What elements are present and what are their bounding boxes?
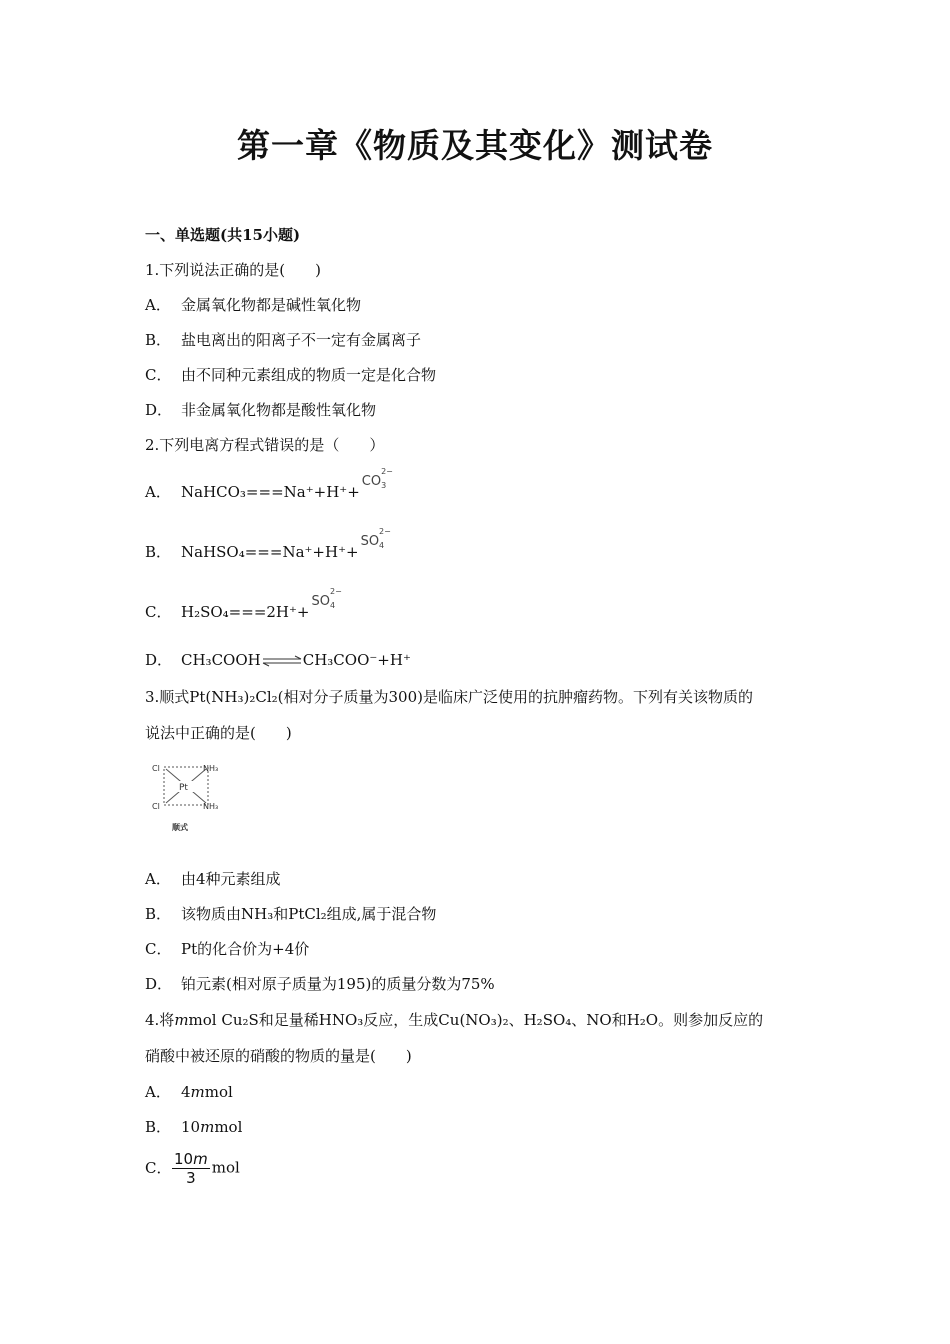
q3-option-d: [145, 973, 495, 994]
option-label: C．: [145, 940, 172, 958]
question-4-stem-line2: 硝酸中被还原的硝酸的物质的量是( ): [145, 1047, 412, 1065]
option-unit: mol: [204, 1083, 233, 1101]
q1-option-d: [145, 399, 376, 420]
option-number: 10: [181, 1118, 201, 1136]
q1-option-b: [145, 329, 421, 350]
option-label: C．: [145, 603, 172, 621]
question-2-stem: 2.下列电离方程式错误的是（ ）: [145, 436, 385, 454]
stem-rest: mol Cu₂S和足量稀HNO₃反应，生成Cu(NO₃)₂、H₂SO₄、NO和H₂O。则参加反应的: [188, 1011, 764, 1029]
fraction: $\frac{10m}{3}$: [174, 1150, 208, 1187]
q4-option-a: [145, 1081, 233, 1102]
svg-text:Cl: Cl: [152, 802, 160, 811]
q2-option-c: [145, 587, 342, 622]
option-text: 由4种元素组成: [181, 870, 281, 888]
option-label: A．: [145, 1083, 171, 1101]
question-3-stem-line2: 说法中正确的是( ): [145, 724, 292, 742]
equation-text: H₂SO₄===2H⁺+: [181, 603, 310, 621]
option-text: 盐电离出的阳离子不一定有金属离子: [181, 331, 422, 349]
svg-text:顺式: 顺式: [172, 823, 188, 832]
equation-left: CH₃COOH: [181, 651, 261, 669]
option-unit: mol: [211, 1158, 240, 1177]
carbonate-ion: CO 2− 3: [361, 467, 393, 490]
option-text: 非金属氧化物都是酸性氧化物: [181, 401, 377, 419]
option-label: B．: [145, 543, 172, 561]
svg-text:Cl: Cl: [152, 764, 160, 773]
option-text: Pt的化合价为+4价: [181, 940, 310, 958]
option-label: A．: [145, 870, 171, 888]
sulfate-ion: SO 2− 4: [360, 527, 391, 550]
question-4-stem-line1: [145, 1009, 763, 1030]
option-label: A．: [145, 296, 171, 314]
svg-text:Pt: Pt: [179, 783, 188, 793]
option-text: 铂元素(相对原子质量为195)的质量分数为75%: [181, 975, 495, 993]
option-text: 该物质由NH₃和PtCl₂组成,属于混合物: [181, 905, 437, 923]
section-heading: 一、单选题(共15小题): [145, 226, 301, 244]
option-unit: mol: [214, 1118, 243, 1136]
option-label: B．: [145, 331, 172, 349]
option-label: D．: [145, 651, 173, 669]
q3-option-a: [145, 868, 281, 889]
option-label: B．: [145, 1118, 172, 1136]
q2-option-a: [145, 467, 393, 502]
q1-option-c: [145, 364, 436, 385]
q2-option-d: [145, 649, 411, 670]
question-1-stem: 1.下列说法正确的是( ): [145, 261, 322, 279]
q1-option-a: [145, 294, 361, 315]
option-label: B．: [145, 905, 172, 923]
option-text: 由不同种元素组成的物质一定是化合物: [181, 366, 437, 384]
q3-option-c: [145, 938, 309, 959]
svg-text:NH₃: NH₃: [203, 802, 219, 811]
q2-option-b: [145, 527, 391, 562]
option-label: C．: [145, 366, 172, 384]
variable-m: m: [190, 1083, 205, 1101]
sulfate-ion: SO 2− 4: [311, 587, 342, 610]
option-label: D．: [145, 975, 173, 993]
q4-option-b: [145, 1116, 242, 1137]
stem-prefix: 4.将: [145, 1011, 175, 1029]
page-title: 第一章《物质及其变化》测试卷: [237, 126, 713, 165]
option-number: 4: [181, 1083, 191, 1101]
variable-m: m: [174, 1011, 189, 1029]
option-label: A．: [145, 483, 171, 501]
equation-text: NaHSO₄===Na⁺+H⁺+: [181, 543, 359, 561]
option-label: D．: [145, 401, 173, 419]
reversible-arrow-icon: [261, 655, 303, 667]
variable-m: m: [200, 1118, 215, 1136]
cisplatin-structure-figure: [150, 760, 230, 836]
question-3-stem-line1: 3.顺式Pt(NH₃)₂Cl₂(相对分子质量为300)是临床广泛使用的抗肿瘤药物。下列有关该物质的: [145, 688, 753, 706]
option-label: C．: [145, 1158, 172, 1177]
q4-option-c: [145, 1150, 240, 1187]
option-text: 金属氧化物都是碱性氧化物: [181, 296, 362, 314]
q3-option-b: [145, 903, 436, 924]
equation-right: CH₃COO⁻+H⁺: [302, 651, 411, 669]
svg-text:NH₃: NH₃: [203, 764, 219, 773]
equation-text: NaHCO₃===Na⁺+H⁺+: [181, 483, 360, 501]
